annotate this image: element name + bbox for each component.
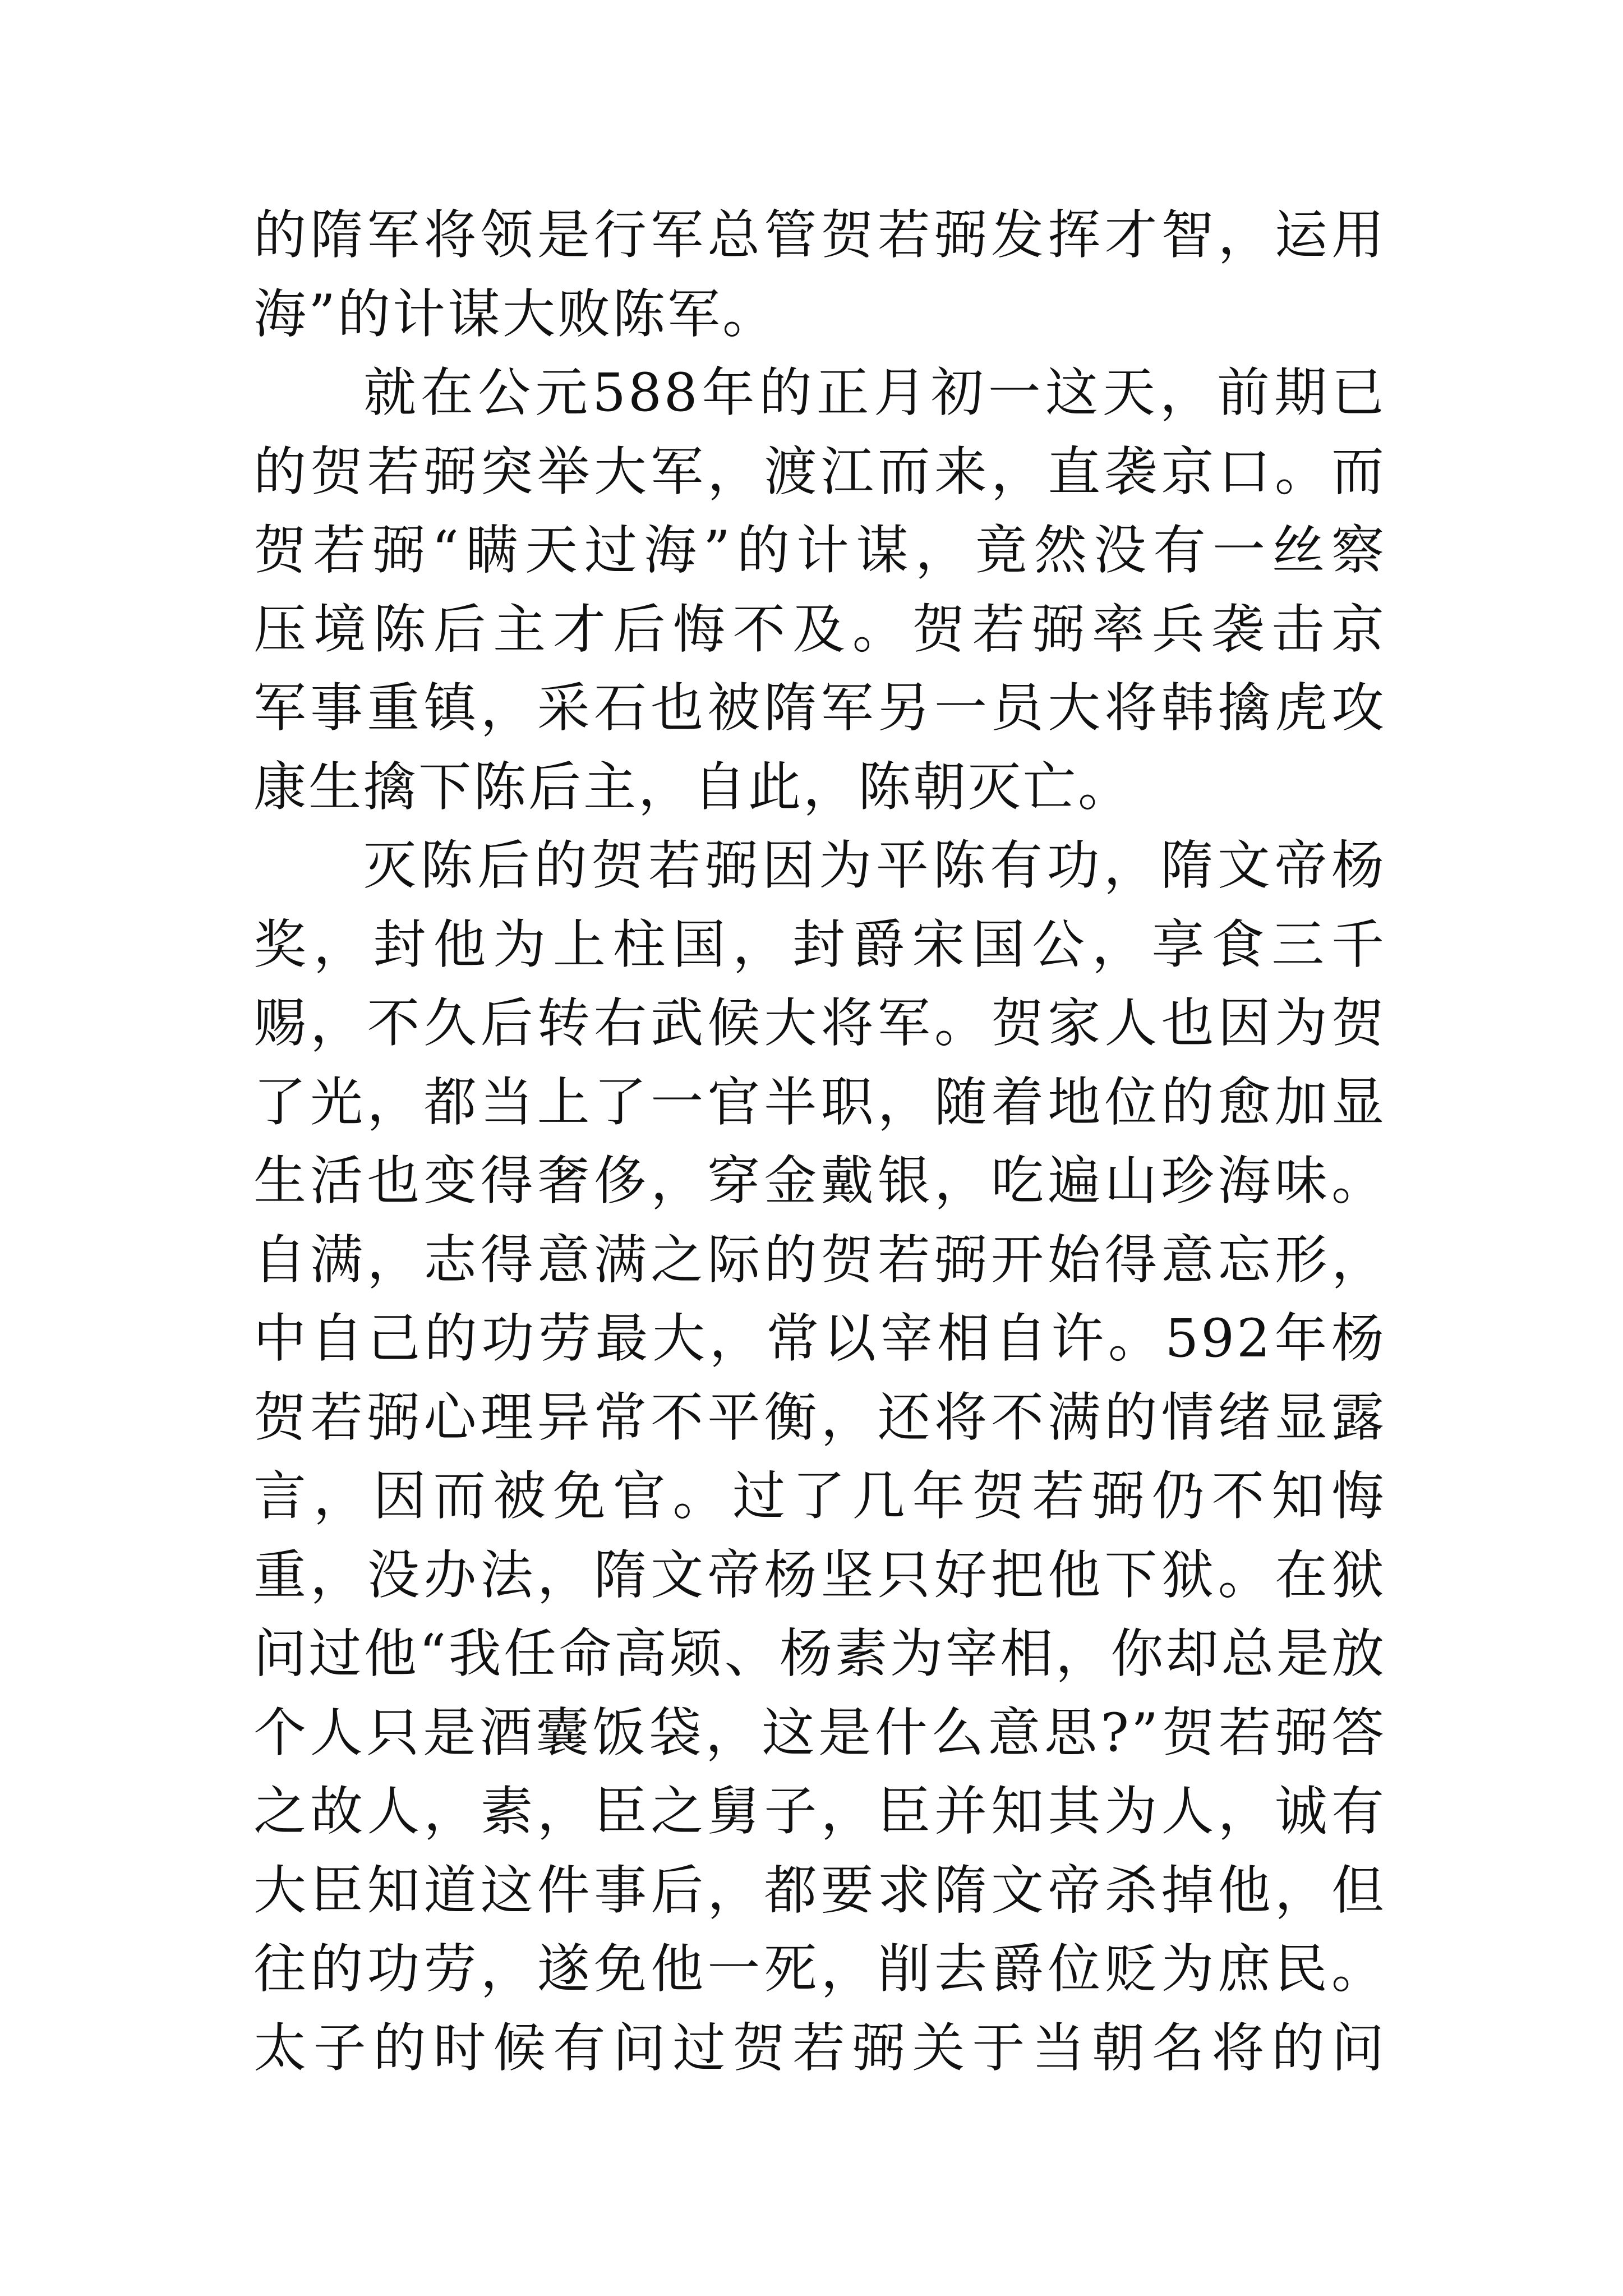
text-line-4: 的贺若弼突举大军，渡江而来，直袭京口。而: [253, 441, 1386, 503]
text-line-15: 中自己的功劳最大，常以宰相自许。592年杨: [253, 1308, 1386, 1369]
text-line-12: 了光，都当上了一官半职，随着地位的愈加显: [253, 1071, 1386, 1133]
text-line-18: 重，没办法，隋文帝杨坚只好把他下狱。在狱: [253, 1544, 1386, 1606]
text-line-21: 之故人，素，臣之舅子，臣并知其为人，诚有: [253, 1781, 1386, 1842]
text-line-1: 的隋军将领是行军总管贺若弼发挥才智，运用: [253, 205, 1386, 266]
text-line-10: 奖，封他为上柱国，封爵宋国公，享食三千: [253, 914, 1386, 976]
text-line-5: 贺若弼“瞒天过海”的计谋，竟然没有一丝察: [253, 520, 1386, 581]
text-line-6: 压境陈后主才后悔不及。贺若弼率兵袭击京: [253, 599, 1386, 660]
text-line-14: 自满，志得意满之际的贺若弼开始得意忘形，: [253, 1229, 1386, 1291]
text-line-9: 灭陈后的贺若弼因为平陈有功，隋文帝杨: [363, 835, 1386, 896]
text-line-20: 个人只是酒囊饭袋，这是什么意思?”贺若弼答: [253, 1702, 1386, 1764]
text-line-17: 言，因而被免官。过了几年贺若弼仍不知悔: [253, 1466, 1386, 1527]
text-line-2: 海”的计谋大败陈军。: [253, 283, 778, 345]
text-line-3: 就在公元588年的正月初一这天，前期已: [363, 362, 1386, 424]
text-line-24: 太子的时候有问过贺若弼关于当朝名将的问: [253, 2017, 1386, 2079]
text-line-16: 贺若弼心理异常不平衡，还将不满的情绪显露: [253, 1387, 1386, 1448]
text-line-19: 问过他“我任命高颎、杨素为宰相，你却总是放: [253, 1623, 1386, 1685]
text-line-7: 军事重镇，采石也被隋军另一员大将韩擒虎攻: [253, 678, 1386, 739]
body-text: [253, 196, 1386, 2088]
text-line-11: 赐，不久后转右武候大将军。贺家人也因为贺: [253, 993, 1386, 1054]
text-line-8: 康生擒下陈后主，自此，陈朝灭亡。: [253, 756, 1133, 818]
text-line-22: 大臣知道这件事后，都要求隋文帝杀掉他，但: [253, 1860, 1386, 1921]
text-line-23: 往的功劳，遂免他一死，削去爵位贬为庶民。: [253, 1939, 1386, 2000]
text-line-13: 生活也变得奢侈，穿金戴银，吃遍山珍海味。: [253, 1151, 1386, 1212]
